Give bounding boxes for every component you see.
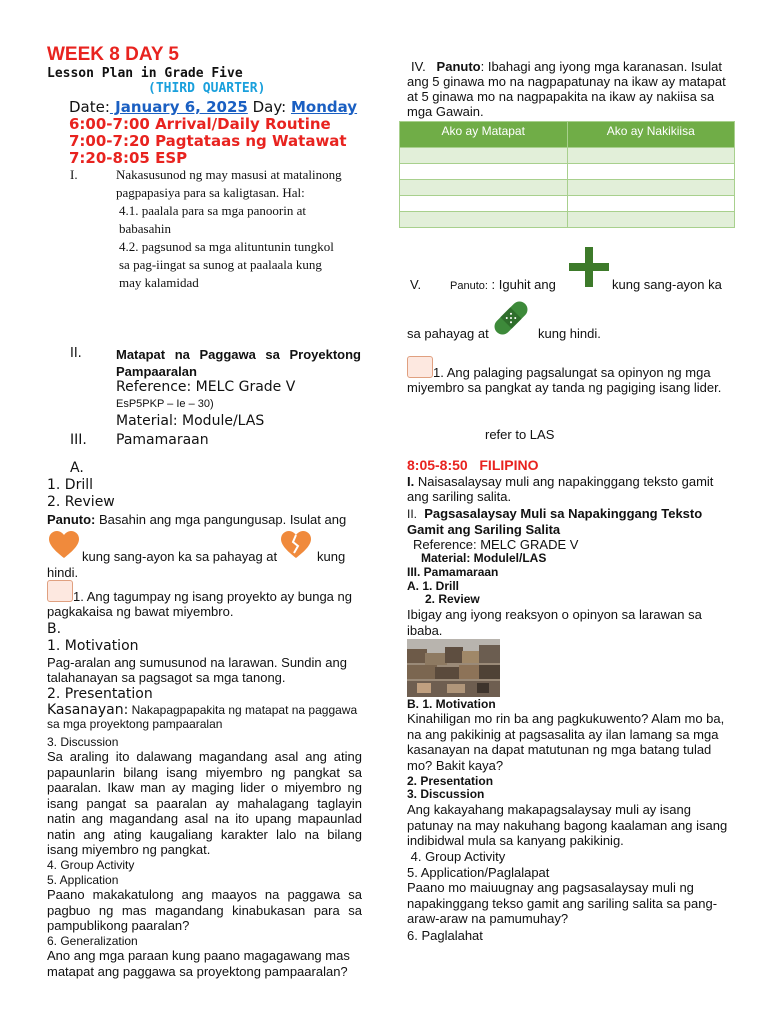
esp-review: 2. Review (47, 494, 115, 510)
table-header-nakikiisa: Ako ay Nakikiisa (567, 122, 735, 148)
esp-generalization: 6. Generalization (47, 934, 138, 948)
panuto-label: Panuto: (47, 512, 96, 527)
esp-objective-41: 4.1. paalala para sa mga panoorin at babasahin (119, 203, 306, 236)
day-value: Monday (290, 98, 358, 116)
bandage-icon (489, 296, 533, 340)
plus-icon (569, 247, 609, 287)
refer-to-las: refer to LAS (485, 427, 555, 442)
v-panuto-label: Panuto: (450, 280, 488, 292)
filipino-schedule: 8:05-8:50 FILIPINO (407, 457, 539, 473)
fil-i-text: Naisasalaysay muli ang napakinggang teksto gamit ang sariling salita. (407, 474, 714, 504)
fil-ii (407, 506, 737, 537)
esp-ii-number: II. (70, 346, 82, 361)
esp-discussion: 3. Discussion (47, 735, 119, 749)
v-number: V. (410, 277, 422, 292)
esp-objective-main: Nakasusunod ng may masusi at matalinong pagpapasiya para sa kaligtasan. Hal: (116, 167, 342, 200)
fil-application: 5. Application/Paglalapat (407, 865, 550, 880)
houses-photo (407, 639, 500, 697)
table-header-matapat: Ako ay Matapat (400, 122, 568, 148)
fil-presentation: 2. Presentation (407, 774, 494, 788)
esp-presentation: 2. Presentation (47, 686, 153, 702)
iv-number: IV. (411, 59, 426, 74)
esp-iii-number: III. (70, 432, 87, 448)
fil-discussion: 3. Discussion (407, 787, 485, 801)
v-item-1: 1. Ang palaging pagsalungat sa opinyon ng mga miyembro sa pangkat ay tanda ng pagiging isang lider. (407, 365, 722, 395)
date-label: Date: (69, 98, 110, 116)
fil-review-text: Ibigay ang iyong reaksyon o opinyon sa larawan sa ibaba. (407, 607, 702, 638)
esp-kasanayan (47, 703, 365, 731)
answer-table (399, 121, 735, 228)
table-cell[interactable] (400, 212, 568, 228)
table-cell[interactable] (400, 164, 568, 180)
esp-motivation: 1. Motivation (47, 638, 139, 654)
iv-text: : Ibahagi ang iyong mga karanasan. Isulat ang 5 ginawa mo na nagpapatunay na ikaw ay matapat at 5 ginawa mo na nagpapakita na ikaw ay nakiisa sa mga Gawain. (407, 59, 726, 119)
fil-material: Material: Modulel/LAS (421, 551, 547, 565)
table-row (400, 196, 735, 212)
fil-review: 2. Review (425, 592, 480, 606)
fil-group-activity: 4. Group Activity (407, 849, 506, 864)
v-text-3: sa pahayag at (407, 326, 489, 341)
table-cell[interactable] (400, 180, 568, 196)
esp-generalization-text: Ano ang mga paraan kung paano magagawang mas matapat ang paggawa sa proyektong pampaaralan? (47, 948, 350, 979)
schedule-flag: 7:00-7:20 Pagtataas ng Watawat (69, 132, 347, 150)
schedule-arrival: 6:00-7:00 Arrival/Daily Routine (69, 115, 331, 133)
esp-iii-title: Pamamaraan (116, 432, 209, 448)
fil-i-number: I. (407, 474, 415, 489)
broken-heart-icon (281, 531, 311, 559)
fil-discussion-text: Ang kakayahang makapagsalaysay muli ay isang patunay na may nakuhang bagong kaalaman ang isang indibidwal mula sa kanyang pakikinig. (407, 802, 728, 848)
esp-objective-42: 4.2. pagsunod sa mga alituntunin tungkol sa pag-iingat sa sunog at paalaala kung may kalamidad (119, 239, 334, 290)
table-cell[interactable] (567, 196, 735, 212)
table-cell[interactable] (567, 164, 735, 180)
esp-application: 5. Application (47, 873, 119, 887)
esp-item-1: 1. Ang tagumpay ng isang proyekto ay bunga ng pagkakaisa ng bawat miyembro. (47, 589, 352, 619)
sangayon-text: kung sang-ayon ka sa pahayag at (82, 549, 278, 564)
esp-motivation-text: Pag-aralan ang sumusunod na larawan. Sundin ang talahanayan sa pagsagot sa mga tanong. (47, 655, 347, 685)
fil-application-text: Paano mo maiuugnay ang pagsasalaysay muli ng napakinggang tekso gamit ang sariling salita sa pang-araw-araw na pamumuhay? (407, 880, 718, 926)
fil-drill: A. 1. Drill (407, 579, 460, 593)
schedule-esp: 7:20-8:05 ESP (69, 149, 188, 167)
esp-section-b: B. (47, 621, 62, 637)
fil-motivation: B. 1. Motivation (407, 697, 496, 711)
fil-ii-number: II. (407, 507, 418, 521)
fil-i (407, 474, 737, 504)
table-cell[interactable] (400, 196, 568, 212)
table-cell[interactable] (567, 212, 735, 228)
esp-group-activity: 4. Group Activity (47, 858, 135, 872)
kung-text: kung (317, 549, 346, 564)
quarter-label: (THIRD QUARTER) (148, 81, 266, 96)
v-text-2: kung sang-ayon ka (612, 277, 722, 292)
table-cell[interactable] (567, 148, 735, 164)
esp-objectives (116, 166, 344, 292)
hindi-text: hindi. (47, 565, 79, 580)
fil-paglalahat: 6. Paglalahat (407, 928, 483, 943)
v-text-1: : Iguhit ang (487, 277, 556, 292)
esp-ii-title: Matapat na Paggawa sa Proyektong Pampaaralan (116, 347, 361, 379)
panuto-text: Basahin ang mga pangungusap. Isulat ang (95, 512, 347, 527)
day-label: Day: (252, 98, 287, 116)
heart-icon (49, 531, 79, 559)
lesson-plan-title: Lesson Plan in Grade Five (47, 66, 243, 81)
fil-iii: III. Pamamaraan (407, 565, 499, 579)
esp-reference: Reference: MELC Grade V (116, 379, 296, 395)
table-row (400, 148, 735, 164)
esp-panuto (47, 512, 362, 528)
table-cell[interactable] (567, 180, 735, 196)
date-value: January 6, 2025 (109, 98, 248, 116)
kasanayan-text: Nakapagpapakita ng matapat na paggawa sa mga proyektong pampaaralan (47, 703, 358, 731)
table-cell[interactable] (400, 148, 568, 164)
fil-reference: Reference: MELC GRADE V (413, 537, 579, 552)
esp-code: EsP5PKP – Ie – 30) (116, 398, 214, 410)
right-iv (407, 59, 737, 119)
v-text-4: kung hindi. (538, 326, 601, 341)
week-day-title: WEEK 8 DAY 5 (47, 44, 179, 65)
fil-ii-text: Pagsasalaysay Muli sa Napakinggang Teksto Gamit ang Sariling Salita (407, 506, 703, 537)
fil-motivation-text: Kinahiligan mo rin ba ang pagkukuwento? Alam mo ba, na ang pakikinig at pagsasalita ay ilan lamang sa mga kasanayan na dapat matutunan ng mga batang tulad mo? Bakit kaya? (407, 711, 725, 773)
table-row (400, 164, 735, 180)
esp-i-number: I. (70, 167, 78, 182)
kasanayan-label: Kasanayan: (47, 702, 129, 718)
esp-material: Material: Module/LAS (116, 413, 265, 429)
iv-panuto-label: Panuto (436, 59, 481, 74)
v-panuto-line (450, 277, 556, 294)
date-line (69, 98, 357, 116)
esp-section-a: A. (70, 460, 84, 476)
table-row (400, 212, 735, 228)
esp-discussion-text: Sa araling ito dalawang magandang asal ang ating papaunlarin bilang isang miyembro ng pangkat sa paaralan. Ikaw man ay maging lider o miyembro ng isang pangat sa paaralan ay mahalagang taglayin natin ang magandang asal na ito upang mapaunlad natin ang ating kaugaliang karakter lalo na bilang isang miyembro ng pangkat. (47, 749, 362, 857)
table-row (400, 180, 735, 196)
esp-application-text: Paano makakatulong ang maayos na paggawa sa pagbuo ng mas magandang kinabukasan para sa pampublikong paaralan? (47, 887, 362, 933)
esp-drill: 1. Drill (47, 477, 94, 493)
